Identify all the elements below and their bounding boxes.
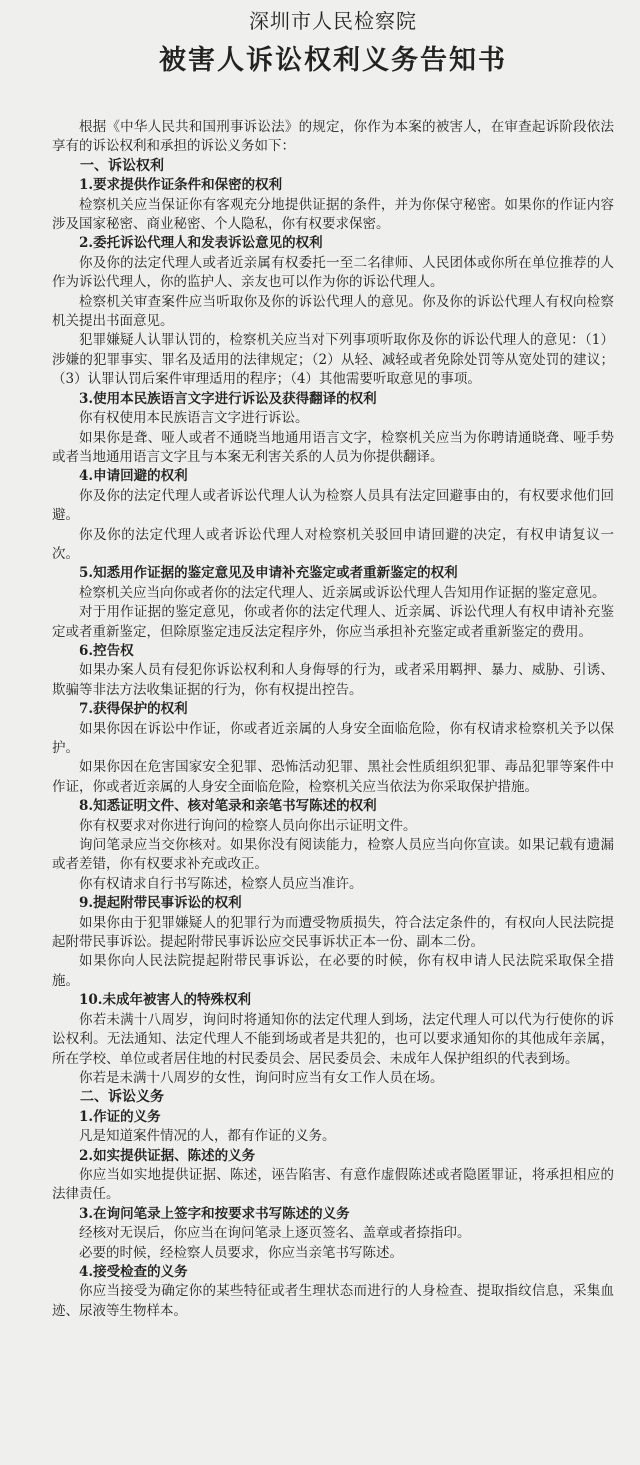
right-item-title: 4.申请回避的权利: [79, 468, 188, 485]
duty-item-paragraph: 你应当如实地提供证据、陈述，诬告陷害、有意作虚假陈述或者隐匿罪证，将承担相应的法律责任。: [52, 1166, 614, 1203]
right-item-paragraph: 检察机关审查案件应当听取你及你的诉讼代理人的意见。你及你的诉讼代理人有权向检察机关提出书面意见。: [52, 293, 614, 330]
duty-item-title: 1.作证的义务: [79, 1108, 161, 1125]
right-item-paragraph: 检察机关应当保证你有客观充分地提供证据的条件，并为你保守秘密。如果你的作证内容涉及国家秘密、商业秘密、个人隐私，你有权要求保密。: [52, 196, 614, 233]
duty-item-paragraph: 你应当接受为确定你的某些特征或者生理状态而进行的人身检查、提取指纹信息，采集血迹、尿液等生物样本。: [52, 1283, 614, 1319]
right-item-paragraph: 如果你是聋、哑人或者不通晓当地通用语言文字，检察机关应当为你聘请通晓聋、哑手势或者当地通用语言文字且与本案无利害关系的人员为你提供翻译。: [52, 429, 614, 465]
right-item-title: 5.知悉用作证据的鉴定意见及申请补充鉴定或者重新鉴定的权利: [79, 565, 458, 582]
right-item-paragraph: 你若未满十八周岁，询问时将通知你的法定代理人到场，法定代理人可以代为行使你的诉讼权利。无法通知、法定代理人不能到场或者是共犯的，也可以要求通知你的其他成年亲属，所在学校、单位或者居住地的村民委员会、居民委员会、未成年人保护组织的代表到场。: [52, 1011, 614, 1067]
right-item-paragraph: 你有权请求自行书写陈述，检察人员应当准许。: [79, 875, 363, 892]
right-item-paragraph: 你及你的法定代理人或者诉讼代理人认为检察人员具有法定回避事由的，有权要求他们回避。: [52, 487, 614, 524]
right-item-paragraph: 如果你因在危害国家安全犯罪、恐怖活动犯罪、黑社会性质组织犯罪、毒品犯罪等案件中作证，你或者近亲属的人身安全面临危险，检察机关应当依法为你采取保护措施。: [52, 759, 614, 795]
duties-heading: 二、诉讼义务: [80, 1089, 164, 1106]
right-item-paragraph: 如果你向人民法院提起附带民事诉讼，在必要的时候，你有权申请人民法院采取保全措施。: [52, 953, 614, 989]
duty-item-title: 4.接受检查的义务: [79, 1263, 188, 1280]
rights-list: [52, 176, 614, 1088]
right-item-paragraph: 检察机关应当向你或者你的法定代理人、近亲属或诉讼代理人告知用作证据的鉴定意见。: [79, 584, 606, 601]
rights-heading: 一、诉讼权利: [80, 157, 164, 174]
duty-item-paragraph: 必要的时候，经检察人员要求，你应当亲笔书写陈述。: [79, 1244, 403, 1261]
right-item-title: 6.控告权: [79, 642, 134, 659]
right-item-paragraph: 你若是未满十八周岁的女性，询问时应当有女工作人员在场。: [79, 1069, 444, 1086]
intro-paragraph: 根据《中华人民共和国刑事诉讼法》的规定，你作为本案的被害人，在审查起诉阶段依法享有的诉讼权利和承担的诉讼义务如下：: [52, 119, 614, 155]
duty-item-title: 3.在询问笔录上签字和按要求书写陈述的义务: [79, 1205, 350, 1222]
right-item-title: 7.获得保护的权利: [79, 701, 188, 718]
right-item-paragraph: 你有权要求对你进行询问的检察人员向你出示证明文件。: [79, 817, 417, 834]
right-item-paragraph: 你及你的法定代理人或者近亲属有权委托一至二名律师、人民团体或你所在单位推荐的人作为诉讼代理人，你的监护人、亲友也可以作为你的诉讼代理人。: [52, 254, 614, 291]
right-item-title: 9.提起附带民事诉讼的权利: [79, 895, 242, 912]
right-item-paragraph: 询问笔录应当交你核对。如果你没有阅读能力，检察人员应当向你宣读。如果记载有遗漏或者差错，你有权要求补充或改正。: [52, 837, 614, 873]
right-item-title: 1.要求提供作证条件和保密的权利: [79, 177, 283, 194]
right-item-paragraph: 如果你由于犯罪嫌疑人的犯罪行为而遭受物质损失，符合法定条件的，有权向人民法院提起附带民事诉讼。提起附带民事诉讼应交民事诉状正本一份、副本二份。: [52, 914, 614, 951]
duty-item-paragraph: 凡是知道案件情况的人，都有作证的义务。: [79, 1128, 336, 1145]
document-title: 被害人诉讼权利义务告知书: [159, 45, 507, 76]
organization-name: 深圳市人民检察院: [249, 9, 417, 33]
right-item-paragraph: 你有权使用本民族语言文字进行诉讼。: [79, 410, 309, 427]
duties-list: [52, 1108, 614, 1321]
right-item-title: 3.使用本民族语言文字进行诉讼及获得翻译的权利: [79, 390, 377, 407]
right-item-paragraph: 如果办案人员有侵犯你诉讼权利和人身侮辱的行为，或者采用羁押、暴力、威胁、引诱、欺骗等非法方法收集证据的行为，你有权提出控告。: [52, 662, 614, 698]
right-item-title: 10.未成年被害人的特殊权利: [79, 992, 251, 1009]
right-item-title: 8.知悉证明文件、核对笔录和亲笔书写陈述的权利: [79, 798, 377, 815]
right-item-paragraph: 你及你的法定代理人或者诉讼代理人对检察机关驳回申请回避的决定，有权申请复议一次。: [52, 526, 614, 562]
duty-item-paragraph: 经核对无误后，你应当在询问笔录上逐页签名、盖章或者捺指印。: [79, 1225, 471, 1242]
right-item-title: 2.委托诉讼代理人和发表诉讼意见的权利: [79, 235, 323, 252]
right-item-paragraph: 犯罪嫌疑人认罪认罚的，检察机关应当对下列事项听取你及你的诉讼代理人的意见：（1）涉嫌的犯罪事实、罪名及适用的法律规定；（2）从轻、减轻或者免除处罚等从宽处罚的建议；（3）认罪认罚后案件审理适用的程序；（4）其他需要听取意见的事项。: [52, 332, 614, 388]
right-item-paragraph: 如果你因在诉讼中作证，你或者近亲属的人身安全面临危险，你有权请求检察机关予以保护。: [52, 720, 614, 756]
document-body: [52, 118, 614, 1321]
right-item-paragraph: 对于用作证据的鉴定意见，你或者你的法定代理人、近亲属、诉讼代理人有权申请补充鉴定或者重新鉴定，但除原鉴定违反法定程序外，你应当承担补充鉴定或者重新鉴定的费用。: [52, 604, 614, 640]
duty-item-title: 2.如实提供证据、陈述的义务: [79, 1147, 256, 1164]
